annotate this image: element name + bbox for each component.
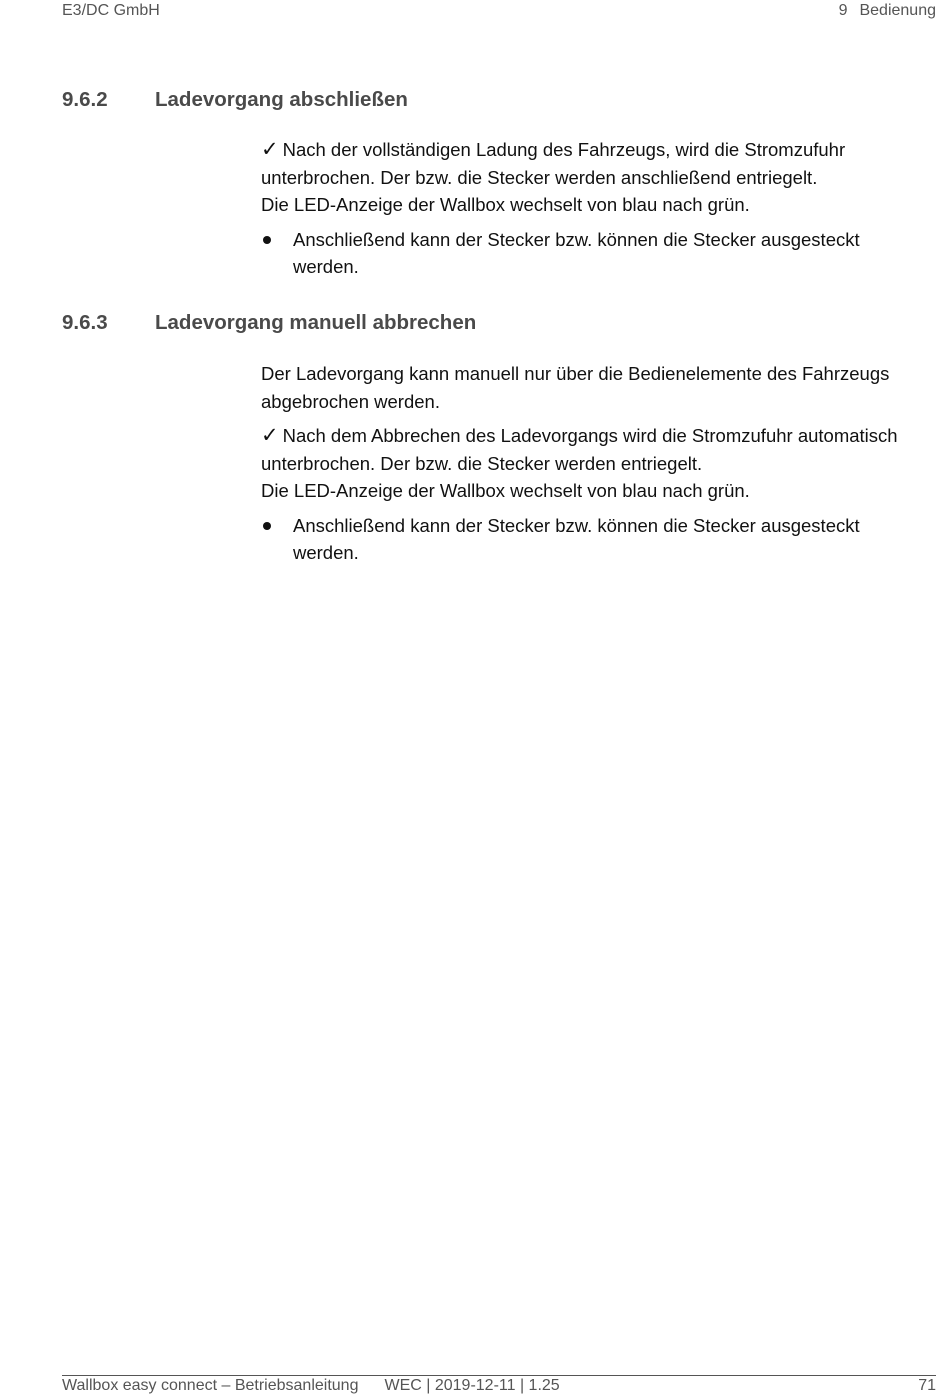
checkmark-icon: ✓ <box>261 138 279 161</box>
section-body <box>261 360 921 567</box>
header-chapter-title: Bedienung <box>859 2 936 19</box>
section-body <box>261 136 921 281</box>
result-paragraph <box>261 422 921 505</box>
bullet-text: Anschließend kann der Stecker bzw. können die Stecker ausgesteckt werden. <box>293 228 860 277</box>
result-text: Nach der vollständigen Ladung des Fahrzeugs, wird die Stromzufuhr unterbrochen. Der bzw. die Stecker werden anschließend entriegelt. <box>261 139 846 188</box>
footer-document-meta: WEC | 2019-12-11 | 1.25 <box>384 1377 560 1394</box>
footer-document-title: Wallbox easy connect – Betriebsanleitung <box>62 1377 359 1394</box>
result-paragraph <box>261 136 921 219</box>
led-text: Die LED-Anzeige der Wallbox wechselt von blau nach grün. <box>261 480 750 501</box>
section-heading <box>62 311 476 335</box>
bullet-icon <box>263 522 271 530</box>
checkmark-icon: ✓ <box>261 424 279 447</box>
section-number: 9.6.2 <box>62 88 108 111</box>
intro-paragraph: Der Ladevorgang kann manuell nur über die Bedienelemente des Fahrzeugs abgebrochen werden. <box>261 363 890 412</box>
section-heading <box>62 88 408 112</box>
section-number: 9.6.3 <box>62 311 108 334</box>
bullet-text: Anschließend kann der Stecker bzw. können die Stecker ausgesteckt werden. <box>293 514 860 563</box>
led-text: Die LED-Anzeige der Wallbox wechselt von blau nach grün. <box>261 194 750 215</box>
bullet-icon <box>263 236 271 244</box>
footer-divider <box>62 1375 936 1376</box>
header-chapter-number: 9 <box>838 2 848 19</box>
header-company: E3/DC GmbH <box>62 2 160 19</box>
page-number: 71 <box>918 1377 936 1394</box>
section-title: Ladevorgang manuell abbrechen <box>155 311 477 334</box>
list-item <box>261 226 921 281</box>
list-item <box>261 512 921 567</box>
section-title: Ladevorgang abschließen <box>155 88 408 111</box>
header-chapter <box>839 2 936 20</box>
footer-document-info <box>62 1377 560 1395</box>
result-text: Nach dem Abbrechen des Ladevorgangs wird die Stromzufuhr automatisch unterbrochen. Der bzw. die Stecker werden entriegelt. <box>261 425 898 474</box>
